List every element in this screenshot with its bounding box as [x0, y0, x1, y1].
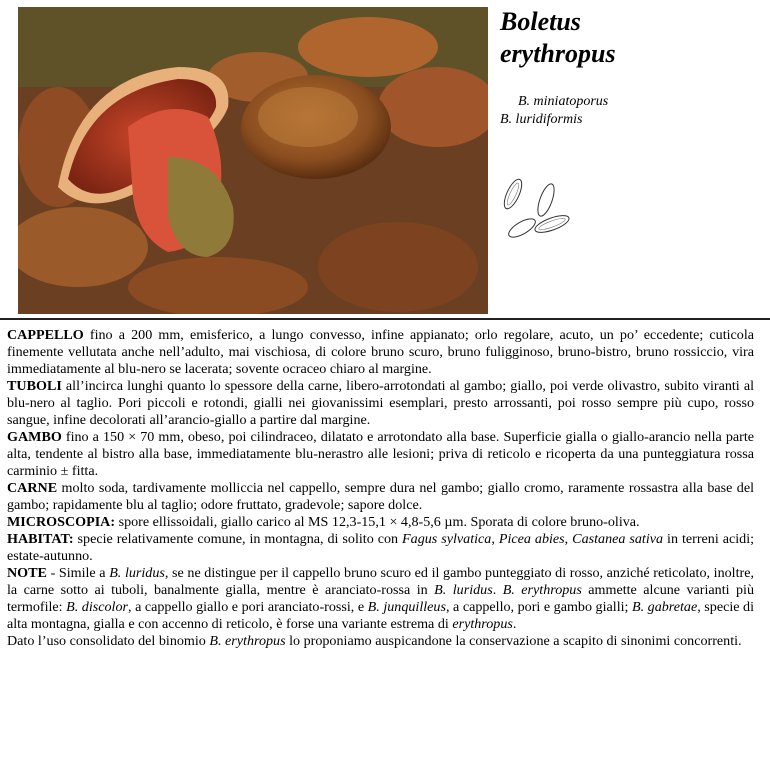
paragraph-cappello: [7, 327, 754, 378]
text-note-3: .: [492, 582, 503, 598]
species-erythropus-3: B. erythropus: [209, 633, 286, 649]
description-text: [7, 327, 754, 650]
text-gambo: fino a 150 × 70 mm, obeso, poi cilindraceo, dilatato e arrotondato alla base. Superficie gialla o giallo-arancio nella parte alta, tendente al bistro alla base, immediatamente blu-nerastro alle lesioni; priva di reticolo e ricoperta da una punteggiatura rossa carminio ± fitta.: [7, 429, 754, 479]
text-note-6: , a cappello, pori e gambo gialli;: [445, 599, 632, 615]
text-microscopia: spore ellissoidali, giallo carico al MS 12,3-15,1 × 4,8-5,6 µm. Sporata di colore bruno-oliva.: [115, 514, 640, 530]
species-picea: Picea abies: [498, 531, 565, 547]
text-note-5: , a cappello giallo e pori aranciato-rossi, e: [128, 599, 368, 615]
label-carne: CARNE: [7, 480, 58, 496]
paragraph-dato: [7, 633, 754, 650]
paragraph-carne: [7, 480, 754, 514]
paragraph-habitat: [7, 531, 754, 565]
text-note-7: , specie di alta montagna, gialla e con accenno di reticolo, è forse una variante estrema di: [7, 599, 755, 632]
spore-drawing: [500, 176, 580, 246]
text-habitat-1: specie relativamente comune, in montagna, di solito con: [73, 531, 403, 547]
text-tuboli: all’incirca lunghi quanto lo spessore della carne, libero-arrotondati al gambo; giallo, poi verde olivastro, subito viranti al blu-nero al taglio. Pori piccoli e rotondi, gialli nei giovanissimi esemplari, presto arrossanti, poi rosso sempre più cupo, rosso sangue, infine decolorati all’arancio-giallo a partire dal margine.: [7, 378, 754, 428]
species-junquilleus: B. junquilleus: [367, 599, 446, 615]
paragraph-note: [7, 565, 754, 633]
species-title: [500, 6, 760, 70]
text-habitat-3: ,: [564, 531, 573, 547]
label-gambo: GAMBO: [7, 429, 62, 445]
divider: [0, 318, 770, 320]
text-habitat-4: in terreni acidi; estate-autunno.: [7, 531, 755, 564]
text-cappello: fino a 200 mm, emisferico, a lungo convesso, infine appianato; orlo regolare, acuto, un po’ eccedente; cuticola finemente vellutata anche nell’adulto, mai vischiosa, di colore bruno scuro, bruno fuligginoso, bruno-bistro, bruno rossiccio, vira immediatamente al blu-nero se lacerata; sovente ocraceo chiaro al margine.: [7, 327, 754, 377]
paragraph-tuboli: [7, 378, 754, 429]
species-gabretae: B. gabretae: [631, 599, 698, 615]
label-tuboli: TUBOLI: [7, 378, 62, 394]
title-species: erythropus: [500, 39, 616, 68]
species-discolor: B. discolor: [66, 599, 128, 615]
title-genus: Boletus: [500, 7, 581, 36]
text-dato-2: lo proponiamo auspicandone la conservazione a scapito di sinonimi concorrenti.: [285, 633, 742, 649]
paragraph-microscopia: [7, 514, 754, 531]
label-note: NOTE: [7, 565, 47, 581]
paragraph-gambo: [7, 429, 754, 480]
species-luridus-2: B. luridus: [434, 582, 493, 598]
mushroom-photo: [18, 7, 488, 314]
species-luridus: B. luridus: [109, 565, 165, 581]
text-note-2: , se ne distingue per il cappello bruno scuro ed il gambo punteggiato di rosso, anziché reticolato, inoltre, la carne sotto ai tuboli, banalmente gialla, mentre è aranciato-rossa in: [7, 565, 754, 598]
species-erythropus-2: erythropus: [452, 616, 513, 632]
synonyms: [500, 93, 608, 129]
label-microscopia: MICROSCOPIA:: [7, 514, 116, 530]
text-carne: molto soda, tardivamente molliccia nel cappello, sempre dura nel gambo; giallo cromo, raramente rossastra alla base del gambo; rapidamente blu al taglio; odore fruttato, gradevole; sapore dolce.: [7, 480, 754, 513]
text-dato-1: Dato l’uso consolidato del binomio: [7, 633, 210, 649]
text-note-1: - Simile a: [46, 565, 110, 581]
label-habitat: HABITAT:: [7, 531, 74, 547]
label-cappello: CAPPELLO: [7, 327, 84, 343]
text-habitat-2: ,: [491, 531, 499, 547]
text-note-4: ammette alcune varianti più termofile:: [7, 582, 755, 615]
synonym-2: B. luridiformis: [500, 112, 583, 127]
species-fagus: Fagus sylvatica: [402, 531, 492, 547]
species-erythropus: B. erythropus: [502, 582, 582, 598]
text-note-8: .: [512, 616, 517, 632]
species-castanea: Castanea sativa: [572, 531, 664, 547]
synonym-1: B. miniatoporus: [518, 94, 609, 109]
